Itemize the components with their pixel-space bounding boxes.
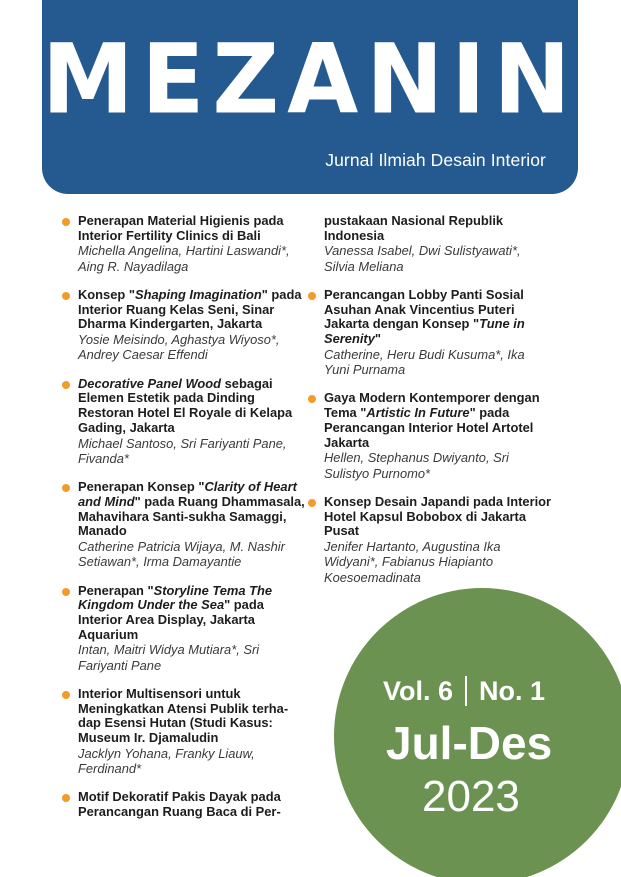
bullet-dot-icon bbox=[62, 691, 70, 699]
article-title bbox=[324, 495, 552, 539]
article-title bbox=[78, 584, 306, 643]
article-authors: Michael Santoso, Sri Fariyanti Pane, Fivanda* bbox=[78, 435, 287, 466]
bullet-dot-icon bbox=[308, 292, 316, 300]
article-title-text: Penerapan Material Higienis pada Interior Fertility Clinics di Bali bbox=[78, 213, 284, 243]
article-title-text: " pada Interior Area Display, Jakarta Aquarium bbox=[78, 597, 264, 642]
article-entry bbox=[78, 790, 306, 819]
article-title-emphasis: Artistic In Future bbox=[366, 405, 470, 421]
article-title bbox=[324, 214, 552, 243]
article-title-text: pustakaan Nasional Republik Indonesia bbox=[324, 213, 504, 243]
article-title-text: " pada Interior Ruang Kelas Seni, Sinar Dharma Kindergarten, Jakarta bbox=[78, 287, 302, 332]
article-entry bbox=[78, 480, 306, 569]
issue-volume: Vol. 6 bbox=[383, 676, 454, 706]
article-title-text: Konsep Desain Japandi pada Interior Hotel Kapsul Bobobox di Jakarta Pusat bbox=[324, 493, 552, 539]
article-title bbox=[324, 391, 552, 450]
article-entry bbox=[324, 288, 552, 377]
bullet-dot-icon bbox=[62, 484, 70, 492]
bullet-dot-icon bbox=[62, 588, 70, 596]
bullet-dot-icon bbox=[62, 218, 70, 226]
article-title-emphasis: Clarity of Heart and Mind bbox=[78, 479, 297, 509]
journal-subtitle: Jurnal Ilmiah Desain Interior bbox=[325, 150, 546, 170]
article-authors: Hellen, Stephanus Dwiyanto, Sri Sulistyo Purnomo* bbox=[324, 450, 509, 481]
article-title-text: " bbox=[374, 331, 381, 347]
bullet-dot-icon bbox=[308, 499, 316, 507]
article-title bbox=[78, 377, 306, 436]
article-title-emphasis: Tune in Serenity bbox=[324, 316, 525, 347]
article-entry bbox=[324, 391, 552, 480]
article-entry bbox=[78, 377, 306, 466]
article-title-text: Konsep " bbox=[78, 287, 135, 302]
article-title-text: Penerapan " bbox=[78, 582, 154, 598]
article-title bbox=[78, 288, 306, 332]
article-entry bbox=[324, 495, 552, 585]
journal-logo: MEZANIN bbox=[42, 23, 579, 136]
article-list-left bbox=[78, 214, 306, 834]
article-title-emphasis: Decorative Panel Wood bbox=[78, 375, 222, 391]
article-authors: Michella Angelina, Hartini Laswandi*, Aing R. Nayadilaga bbox=[78, 243, 290, 274]
bullet-dot-icon bbox=[62, 381, 70, 389]
article-entry bbox=[78, 687, 306, 776]
article-title-text: Interior Multisensori untuk Meningkatkan Atensi Publik terha-dap Esensi Hutan (Studi Kasus: Museum Ir. Djamaludin bbox=[78, 685, 289, 746]
article-list-right bbox=[324, 214, 552, 599]
article-title-text: Perancangan Lobby Panti Sosial Asuhan Anak Vincentius Puteri Jakarta dengan Konsep " bbox=[324, 287, 524, 332]
article-entry bbox=[78, 584, 306, 673]
bullet-dot-icon bbox=[62, 794, 70, 802]
article-authors: Catherine, Heru Budi Kusuma*, Ika Yuni Purnama bbox=[324, 346, 525, 378]
article-title-text: " pada Perancangan Interior Hotel Artotel Jakarta bbox=[324, 405, 534, 450]
article-title bbox=[78, 480, 306, 539]
article-entry bbox=[78, 214, 306, 274]
masthead bbox=[42, 0, 578, 194]
article-title bbox=[324, 288, 552, 347]
article-authors: Jenifer Hartanto, Augustina Ika Widyani*, Fabianus Hiapianto Koesoemadinata bbox=[324, 538, 501, 585]
article-title-emphasis: Storyline Tema The Kingdom Under the Sea bbox=[78, 582, 273, 613]
article-entry bbox=[78, 288, 306, 363]
article-authors: Intan, Maitri Widya Mutiara*, Sri Fariyanti Pane bbox=[78, 642, 260, 673]
article-title-text: Penerapan Konsep " bbox=[78, 479, 205, 495]
article-title bbox=[78, 790, 306, 819]
article-title bbox=[78, 687, 306, 746]
article-title bbox=[78, 214, 306, 243]
issue-volume-line bbox=[383, 676, 545, 707]
issue-number: No. 1 bbox=[479, 676, 546, 706]
article-authors: Catherine Patricia Wijaya, M. Nashir Setiawan*, Irma Damayantie bbox=[78, 538, 285, 570]
article-authors: Yosie Meisindo, Aghastya Wiyoso*, Andrey Caesar Effendi bbox=[78, 332, 280, 363]
issue-divider bbox=[465, 676, 467, 706]
article-title-text: " pada Ruang Dhammasala, Mahavihara Santi-sukha Samaggi, Manado bbox=[78, 493, 305, 539]
article-title-text: Motif Dekoratif Pakis Dayak pada Perancangan Ruang Baca di Per- bbox=[78, 789, 281, 820]
article-title-text: sebagai Elemen Estetik pada Dinding Restoran Hotel El Royale di Kelapa Gading, Jakarta bbox=[78, 375, 293, 435]
issue-year: 2023 bbox=[422, 772, 520, 821]
bullet-dot-icon bbox=[308, 395, 316, 403]
article-title-text: Gaya Modern Kontemporer dengan Tema " bbox=[324, 390, 540, 421]
article-entry bbox=[324, 214, 552, 274]
article-authors: Vanessa Isabel, Dwi Sulistyawati*, Silvia Meliana bbox=[324, 243, 521, 274]
article-title-emphasis: Shaping Imagination bbox=[134, 287, 262, 302]
bullet-dot-icon bbox=[62, 292, 70, 300]
issue-period: Jul-Des bbox=[386, 717, 553, 769]
article-authors: Jacklyn Yohana, Franky Liauw, Ferdinand* bbox=[78, 745, 255, 777]
